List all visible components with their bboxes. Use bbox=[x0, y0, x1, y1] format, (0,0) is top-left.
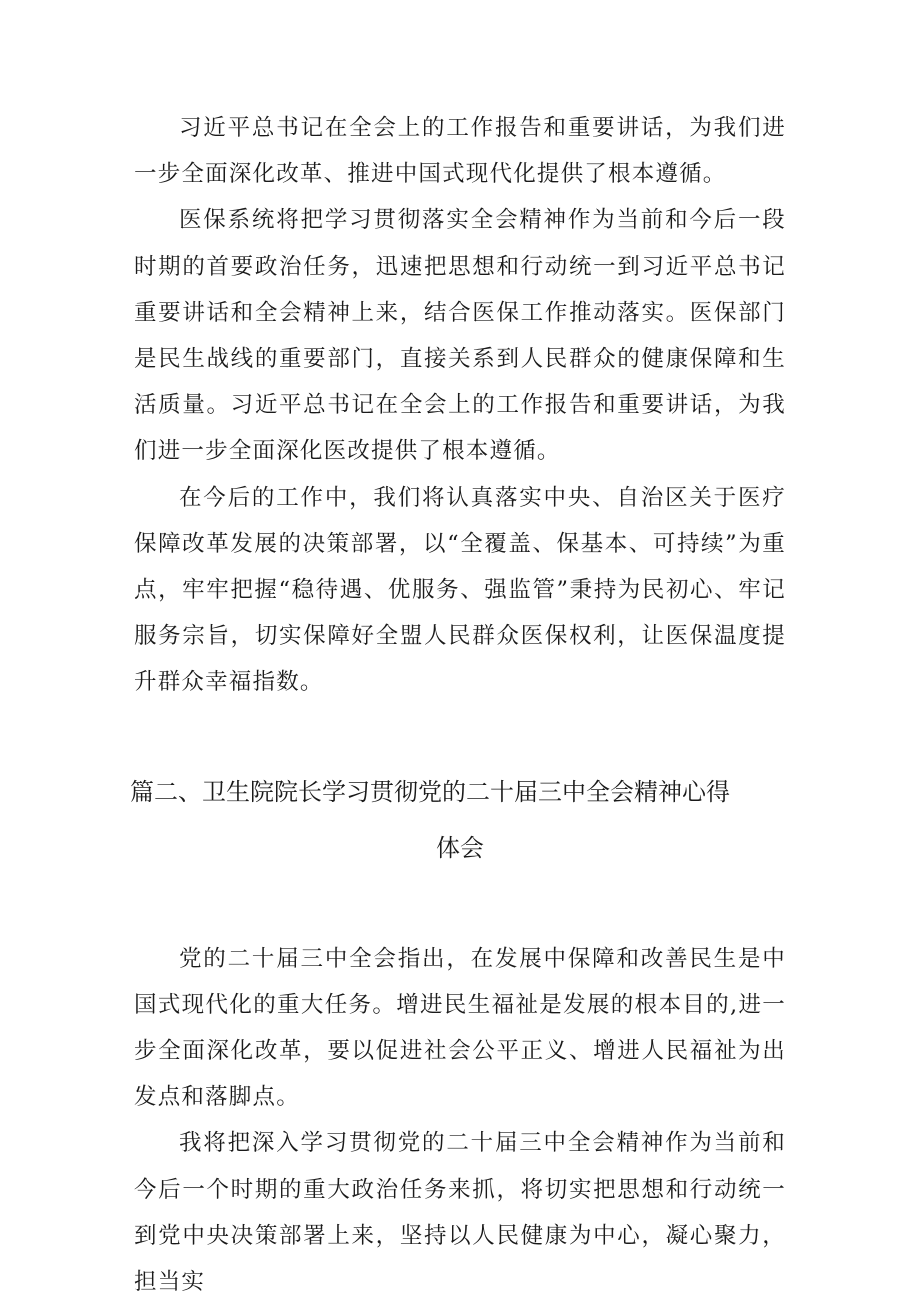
paragraph-5: 我将把深入学习贯彻党的二十届三中全会精神作为当前和今后一个时期的重大政治任务来抓，将切实把思想和行动统一到党中央决策部署上来，坚持以人民健康为中心，凝心聚力，担当实 bbox=[134, 1130, 786, 1296]
document-body bbox=[130, 105, 786, 1305]
paragraph-1: 习近平总书记在全会上的工作报告和重要讲话，为我们进一步全面深化改革、推进中国式现代化提供了根本遵循。 bbox=[134, 115, 786, 188]
paragraph-3: 在今后的工作中，我们将认真落实中央、自治区关于医疗保障改革发展的决策部署，以“全覆盖、保基本、可持续”为重点，牢牢把握“稳待遇、优服务、强监管”秉持为民初心、牢记服务宗旨，切实保障好全盟人民群众医保权利，让医保温度提升群众幸福指数。 bbox=[134, 484, 786, 696]
section-heading-line2: 体会 bbox=[436, 833, 484, 862]
section-heading bbox=[130, 764, 786, 876]
section-heading-line1: 篇二、卫生院院长学习贯彻党的二十届三中全会精神心得 bbox=[130, 777, 730, 806]
paragraph-4: 党的二十届三中全会指出，在发展中保障和改善民生是中国式现代化的重大任务。增进民生福祉是发展的根本目的,进一步全面深化改革，要以促进社会公平正义、增进人民福祉为出发点和落脚点。 bbox=[134, 945, 786, 1111]
paragraph-2: 医保系统将把学习贯彻落实全会精神作为当前和今后一段时期的首要政治任务，迅速把思想和行动统一到习近平总书记重要讲话和全会精神上来，结合医保工作推动落实。医保部门是民生战线的重要部门，直接关系到人民群众的健康保障和生活质量。习近平总书记在全会上的工作报告和重要讲话，为我们进一步全面深化医改提供了根本遵循。 bbox=[134, 207, 786, 465]
